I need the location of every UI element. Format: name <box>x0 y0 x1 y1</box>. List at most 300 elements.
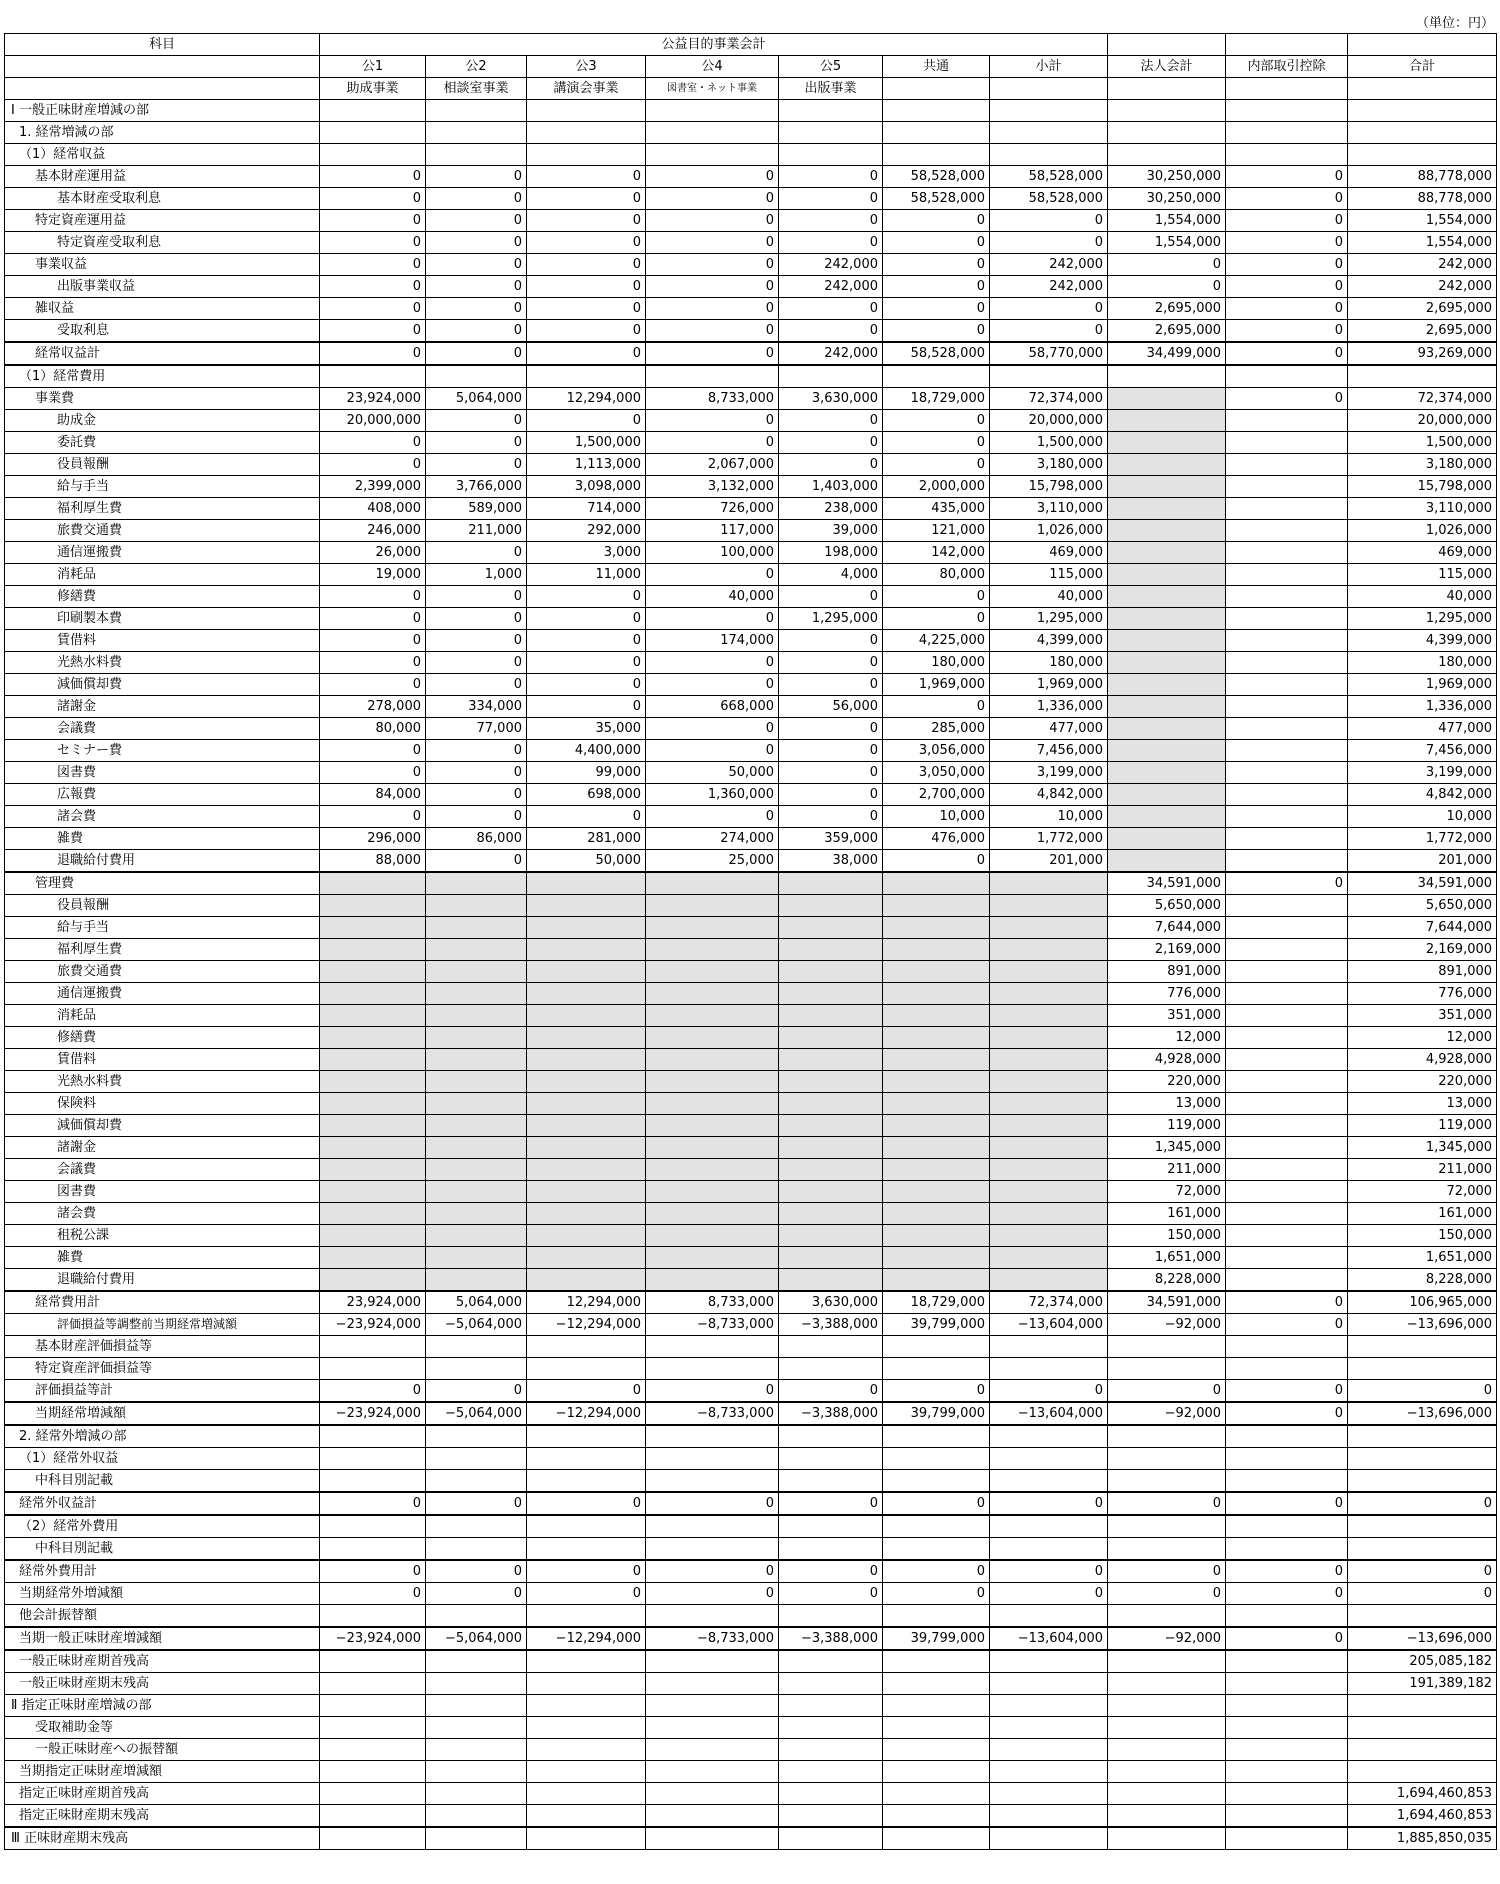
amount-cell: 77,000 <box>426 718 527 740</box>
row-label: 光熱水料費 <box>5 1071 320 1093</box>
amount-cell <box>1226 806 1348 828</box>
row-label: 会議費 <box>5 1159 320 1181</box>
amount-cell <box>1226 1005 1348 1027</box>
amount-cell <box>320 1673 426 1695</box>
table-row <box>5 1005 1497 1027</box>
amount-cell: 0 <box>1226 1291 1348 1314</box>
amount-cell <box>320 1093 426 1115</box>
amount-cell: 3,050,000 <box>883 762 990 784</box>
amount-cell: 0 <box>779 1583 883 1605</box>
amount-cell <box>779 1027 883 1049</box>
amount-cell <box>1226 1448 1348 1470</box>
amount-cell <box>990 1761 1108 1783</box>
amount-cell <box>646 1425 779 1448</box>
amount-cell <box>320 1336 426 1358</box>
amount-cell: 0 <box>779 188 883 210</box>
amount-cell: −5,064,000 <box>426 1314 527 1336</box>
amount-cell: 15,798,000 <box>990 476 1108 498</box>
table-row <box>5 1515 1497 1538</box>
amount-cell: 0 <box>426 850 527 873</box>
amount-cell: 0 <box>320 298 426 320</box>
amount-cell: 40,000 <box>646 586 779 608</box>
amount-cell <box>1226 1027 1348 1049</box>
amount-cell <box>426 1605 527 1628</box>
amount-cell: 205,085,182 <box>1348 1650 1497 1673</box>
amount-cell: 0 <box>1348 1380 1497 1403</box>
amount-cell <box>1226 1425 1348 1448</box>
amount-cell <box>1226 1225 1348 1247</box>
amount-cell <box>1108 1673 1226 1695</box>
table-row <box>5 320 1497 343</box>
table-row <box>5 1448 1497 1470</box>
table-row <box>5 630 1497 652</box>
table-row <box>5 762 1497 784</box>
amount-cell <box>646 1605 779 1628</box>
amount-cell: 2,399,000 <box>320 476 426 498</box>
amount-cell <box>1226 410 1348 432</box>
amount-cell: 435,000 <box>883 498 990 520</box>
amount-cell: 20,000,000 <box>990 410 1108 432</box>
amount-cell: −13,696,000 <box>1348 1627 1497 1650</box>
amount-cell <box>1226 652 1348 674</box>
amount-cell <box>1226 1181 1348 1203</box>
amount-cell: 351,000 <box>1108 1005 1226 1027</box>
row-label: 諸謝金 <box>5 696 320 718</box>
row-label: 指定正味財産期末残高 <box>5 1805 320 1828</box>
amount-cell: 0 <box>426 608 527 630</box>
table-row <box>5 1695 1497 1717</box>
amount-cell: 0 <box>646 1380 779 1403</box>
amount-cell: 1,554,000 <box>1348 232 1497 254</box>
amount-cell: 4,000 <box>779 564 883 586</box>
amount-cell <box>1108 476 1226 498</box>
amount-cell: 100,000 <box>646 542 779 564</box>
amount-cell: −3,388,000 <box>779 1627 883 1650</box>
amount-cell: −12,294,000 <box>527 1402 646 1425</box>
amount-cell: 4,225,000 <box>883 630 990 652</box>
amount-cell: 698,000 <box>527 784 646 806</box>
amount-cell <box>527 1538 646 1561</box>
amount-cell: 4,842,000 <box>1348 784 1497 806</box>
amount-cell <box>426 1203 527 1225</box>
amount-cell <box>779 872 883 895</box>
header-col-code: 公1 <box>320 56 426 78</box>
amount-cell <box>426 895 527 917</box>
amount-cell: 80,000 <box>320 718 426 740</box>
amount-cell: 30,250,000 <box>1108 188 1226 210</box>
amount-cell: 0 <box>527 586 646 608</box>
amount-cell <box>646 961 779 983</box>
amount-cell <box>990 1515 1108 1538</box>
amount-cell: 0 <box>646 718 779 740</box>
amount-cell: 0 <box>1348 1492 1497 1515</box>
amount-cell <box>426 1071 527 1093</box>
amount-cell <box>779 1783 883 1805</box>
amount-cell: 0 <box>320 608 426 630</box>
amount-cell: 0 <box>646 564 779 586</box>
row-label: 減価償却費 <box>5 1115 320 1137</box>
amount-cell: 0 <box>646 410 779 432</box>
amount-cell: 0 <box>320 1380 426 1403</box>
amount-cell: −8,733,000 <box>646 1402 779 1425</box>
amount-cell: 0 <box>646 298 779 320</box>
amount-cell: 0 <box>320 630 426 652</box>
amount-cell: 2,067,000 <box>646 454 779 476</box>
amount-cell <box>1108 1739 1226 1761</box>
table-row <box>5 1027 1497 1049</box>
amount-cell <box>1108 1538 1226 1561</box>
row-label: 諸謝金 <box>5 1137 320 1159</box>
table-row <box>5 232 1497 254</box>
amount-cell <box>779 1269 883 1292</box>
amount-cell: 1,885,850,035 <box>1348 1827 1497 1850</box>
amount-cell: 1,403,000 <box>779 476 883 498</box>
amount-cell: −23,924,000 <box>320 1627 426 1650</box>
table-row <box>5 122 1497 144</box>
amount-cell <box>1226 365 1348 388</box>
amount-cell: 0 <box>883 298 990 320</box>
amount-cell: 274,000 <box>646 828 779 850</box>
amount-cell: 0 <box>1108 276 1226 298</box>
table-row <box>5 850 1497 873</box>
row-label: 退職給付費用 <box>5 1269 320 1292</box>
amount-cell <box>646 983 779 1005</box>
amount-cell <box>1348 100 1497 122</box>
amount-cell <box>527 1203 646 1225</box>
row-label: 通信運搬費 <box>5 983 320 1005</box>
table-row <box>5 718 1497 740</box>
amount-cell: 3,630,000 <box>779 1291 883 1314</box>
amount-cell: 0 <box>1226 320 1348 343</box>
amount-cell <box>1226 1739 1348 1761</box>
amount-cell: 238,000 <box>779 498 883 520</box>
amount-cell: 0 <box>426 254 527 276</box>
amount-cell: 20,000,000 <box>1348 410 1497 432</box>
amount-cell: 13,000 <box>1108 1093 1226 1115</box>
table-row <box>5 1673 1497 1695</box>
amount-cell: 8,228,000 <box>1108 1269 1226 1292</box>
amount-cell: 11,000 <box>527 564 646 586</box>
amount-cell: 0 <box>646 320 779 343</box>
amount-cell: 0 <box>646 806 779 828</box>
amount-cell <box>320 1049 426 1071</box>
amount-cell: 0 <box>1226 1492 1348 1515</box>
table-row <box>5 895 1497 917</box>
amount-cell: −12,294,000 <box>527 1314 646 1336</box>
amount-cell <box>320 1425 426 1448</box>
amount-cell <box>1226 674 1348 696</box>
amount-cell <box>779 365 883 388</box>
table-row <box>5 476 1497 498</box>
amount-cell <box>883 1358 990 1380</box>
amount-cell <box>426 1027 527 1049</box>
amount-cell <box>1108 1783 1226 1805</box>
amount-cell: 12,294,000 <box>527 388 646 410</box>
amount-cell <box>1226 586 1348 608</box>
amount-cell: 0 <box>527 696 646 718</box>
row-label: （1）経常外収益 <box>5 1448 320 1470</box>
amount-cell: 0 <box>990 1560 1108 1583</box>
amount-cell <box>527 1650 646 1673</box>
amount-cell: 0 <box>646 1583 779 1605</box>
amount-cell: 0 <box>426 166 527 188</box>
row-label: 広報費 <box>5 784 320 806</box>
amount-cell <box>646 939 779 961</box>
amount-cell: 469,000 <box>1348 542 1497 564</box>
table-row <box>5 1717 1497 1739</box>
amount-cell: 0 <box>320 454 426 476</box>
amount-cell <box>320 1137 426 1159</box>
amount-cell <box>646 1739 779 1761</box>
amount-cell: 0 <box>779 784 883 806</box>
amount-cell <box>527 1805 646 1828</box>
header-col-name: 助成事業 <box>320 78 426 100</box>
amount-cell <box>320 1827 426 1850</box>
amount-cell <box>1108 674 1226 696</box>
amount-cell <box>1226 630 1348 652</box>
row-label: 旅費交通費 <box>5 520 320 542</box>
amount-cell: 0 <box>527 1492 646 1515</box>
amount-cell <box>426 1137 527 1159</box>
amount-cell <box>779 1605 883 1628</box>
amount-cell <box>646 1115 779 1137</box>
amount-cell: 242,000 <box>779 254 883 276</box>
amount-cell: 0 <box>990 320 1108 343</box>
amount-cell: 15,798,000 <box>1348 476 1497 498</box>
amount-cell: −13,604,000 <box>990 1627 1108 1650</box>
amount-cell <box>426 939 527 961</box>
amount-cell: 0 <box>527 608 646 630</box>
amount-cell <box>320 872 426 895</box>
amount-cell: 7,456,000 <box>1348 740 1497 762</box>
amount-cell: 0 <box>779 652 883 674</box>
amount-cell: 0 <box>646 1560 779 1583</box>
amount-cell <box>1226 784 1348 806</box>
amount-cell: 334,000 <box>426 696 527 718</box>
amount-cell: 18,729,000 <box>883 1291 990 1314</box>
header-col-code: 共通 <box>883 56 990 78</box>
amount-cell: 0 <box>320 320 426 343</box>
amount-cell: 0 <box>426 454 527 476</box>
amount-cell <box>527 1605 646 1628</box>
amount-cell <box>646 1336 779 1358</box>
amount-cell <box>990 1071 1108 1093</box>
amount-cell <box>779 1093 883 1115</box>
amount-cell <box>883 1673 990 1695</box>
amount-cell: 2,700,000 <box>883 784 990 806</box>
amount-cell: 0 <box>426 740 527 762</box>
amount-cell: 0 <box>1226 1583 1348 1605</box>
amount-cell: 72,374,000 <box>990 1291 1108 1314</box>
amount-cell: 0 <box>320 342 426 365</box>
amount-cell <box>1226 1269 1348 1292</box>
amount-cell <box>1108 1605 1226 1628</box>
amount-cell <box>646 1717 779 1739</box>
amount-cell <box>646 122 779 144</box>
amount-cell: 0 <box>1108 254 1226 276</box>
amount-cell <box>779 1538 883 1561</box>
table-row <box>5 1291 1497 1314</box>
amount-cell: 1,026,000 <box>1348 520 1497 542</box>
table-row <box>5 1827 1497 1850</box>
amount-cell <box>1108 718 1226 740</box>
amount-cell: 359,000 <box>779 828 883 850</box>
amount-cell: 0 <box>527 630 646 652</box>
amount-cell: 201,000 <box>990 850 1108 873</box>
header-subject: 科目 <box>5 34 320 56</box>
amount-cell: −92,000 <box>1108 1627 1226 1650</box>
amount-cell: 0 <box>426 1492 527 1515</box>
amount-cell: 0 <box>646 608 779 630</box>
amount-cell: 3,056,000 <box>883 740 990 762</box>
table-row <box>5 1380 1497 1403</box>
amount-cell <box>1108 432 1226 454</box>
header-public-group: 公益目的事業会計 <box>320 34 1108 56</box>
amount-cell: 0 <box>883 454 990 476</box>
table-row <box>5 1093 1497 1115</box>
amount-cell: 34,591,000 <box>1348 872 1497 895</box>
amount-cell <box>320 983 426 1005</box>
amount-cell: 1,554,000 <box>1348 210 1497 232</box>
row-label: 消耗品 <box>5 564 320 586</box>
table-row <box>5 410 1497 432</box>
amount-cell <box>990 1827 1108 1850</box>
amount-cell: 0 <box>527 232 646 254</box>
amount-cell: 3,110,000 <box>990 498 1108 520</box>
row-label: 特定資産運用益 <box>5 210 320 232</box>
amount-cell: 4,928,000 <box>1348 1049 1497 1071</box>
amount-cell: 20,000,000 <box>320 410 426 432</box>
amount-cell: 0 <box>320 652 426 674</box>
row-label: 当期指定正味財産増減額 <box>5 1761 320 1783</box>
amount-cell <box>320 1159 426 1181</box>
amount-cell <box>527 917 646 939</box>
row-label: 1. 経常増減の部 <box>5 122 320 144</box>
amount-cell <box>527 1739 646 1761</box>
amount-cell <box>527 1673 646 1695</box>
header-col-code: 合計 <box>1348 56 1497 78</box>
row-label: 当期経常外増減額 <box>5 1583 320 1605</box>
amount-cell <box>646 1269 779 1292</box>
amount-cell: 0 <box>779 762 883 784</box>
amount-cell: 5,064,000 <box>426 1291 527 1314</box>
amount-cell <box>990 1673 1108 1695</box>
amount-cell: 34,499,000 <box>1108 342 1226 365</box>
amount-cell: 0 <box>779 630 883 652</box>
amount-cell <box>779 1805 883 1828</box>
amount-cell: 476,000 <box>883 828 990 850</box>
table-row <box>5 166 1497 188</box>
amount-cell <box>320 1005 426 1027</box>
amount-cell: 174,000 <box>646 630 779 652</box>
amount-cell <box>883 100 990 122</box>
amount-cell <box>646 1049 779 1071</box>
amount-cell <box>1108 1336 1226 1358</box>
amount-cell <box>779 1005 883 1027</box>
amount-cell <box>1108 784 1226 806</box>
amount-cell <box>1108 388 1226 410</box>
table-row <box>5 564 1497 586</box>
table-row <box>5 1402 1497 1425</box>
amount-cell <box>1226 454 1348 476</box>
amount-cell <box>426 961 527 983</box>
amount-cell: 0 <box>426 188 527 210</box>
amount-cell <box>426 1269 527 1292</box>
amount-cell: 0 <box>527 806 646 828</box>
amount-cell <box>1348 1425 1497 1448</box>
row-label: 他会計振替額 <box>5 1605 320 1628</box>
amount-cell <box>1226 1115 1348 1137</box>
amount-cell <box>646 872 779 895</box>
amount-cell <box>646 1358 779 1380</box>
amount-cell <box>527 1470 646 1493</box>
amount-cell <box>426 983 527 1005</box>
amount-cell <box>1226 917 1348 939</box>
table-row <box>5 784 1497 806</box>
table-row <box>5 1805 1497 1828</box>
row-label: 特定資産評価損益等 <box>5 1358 320 1380</box>
amount-cell: 0 <box>426 342 527 365</box>
header-col-name <box>1108 78 1226 100</box>
header-col-code: 内部取引控除 <box>1226 56 1348 78</box>
amount-cell <box>1226 1336 1348 1358</box>
amount-cell: 0 <box>320 740 426 762</box>
row-label: 評価損益等調整前当期経常増減額 <box>5 1314 320 1336</box>
amount-cell: 0 <box>426 410 527 432</box>
amount-cell <box>646 1827 779 1850</box>
amount-cell <box>1226 1805 1348 1828</box>
amount-cell: 0 <box>426 1380 527 1403</box>
amount-cell <box>1108 1448 1226 1470</box>
amount-cell: 1,336,000 <box>1348 696 1497 718</box>
amount-cell <box>426 1470 527 1493</box>
amount-cell: 180,000 <box>990 652 1108 674</box>
row-label: 経常外費用計 <box>5 1560 320 1583</box>
amount-cell: 50,000 <box>527 850 646 873</box>
amount-cell: 1,772,000 <box>990 828 1108 850</box>
amount-cell <box>883 1049 990 1071</box>
amount-cell <box>646 895 779 917</box>
amount-cell <box>779 1247 883 1269</box>
amount-cell <box>990 961 1108 983</box>
amount-cell: 1,336,000 <box>990 696 1108 718</box>
amount-cell: 40,000 <box>1348 586 1497 608</box>
amount-cell <box>426 1247 527 1269</box>
amount-cell: 0 <box>1226 388 1348 410</box>
amount-cell: 1,345,000 <box>1348 1137 1497 1159</box>
table-row <box>5 498 1497 520</box>
amount-cell <box>646 1470 779 1493</box>
amount-cell <box>883 1827 990 1850</box>
row-label: 福利厚生費 <box>5 939 320 961</box>
amount-cell <box>779 1650 883 1673</box>
amount-cell: 776,000 <box>1348 983 1497 1005</box>
amount-cell: 5,650,000 <box>1108 895 1226 917</box>
amount-cell: 191,389,182 <box>1348 1673 1497 1695</box>
amount-cell: 246,000 <box>320 520 426 542</box>
amount-cell: 8,733,000 <box>646 1291 779 1314</box>
amount-cell <box>883 1805 990 1828</box>
amount-cell: 0 <box>426 586 527 608</box>
amount-cell <box>990 1159 1108 1181</box>
amount-cell: 0 <box>320 674 426 696</box>
amount-cell: 10,000 <box>1348 806 1497 828</box>
amount-cell: 7,456,000 <box>990 740 1108 762</box>
amount-cell <box>320 1181 426 1203</box>
amount-cell <box>990 1538 1108 1561</box>
table-row <box>5 1071 1497 1093</box>
amount-cell: 0 <box>883 850 990 873</box>
